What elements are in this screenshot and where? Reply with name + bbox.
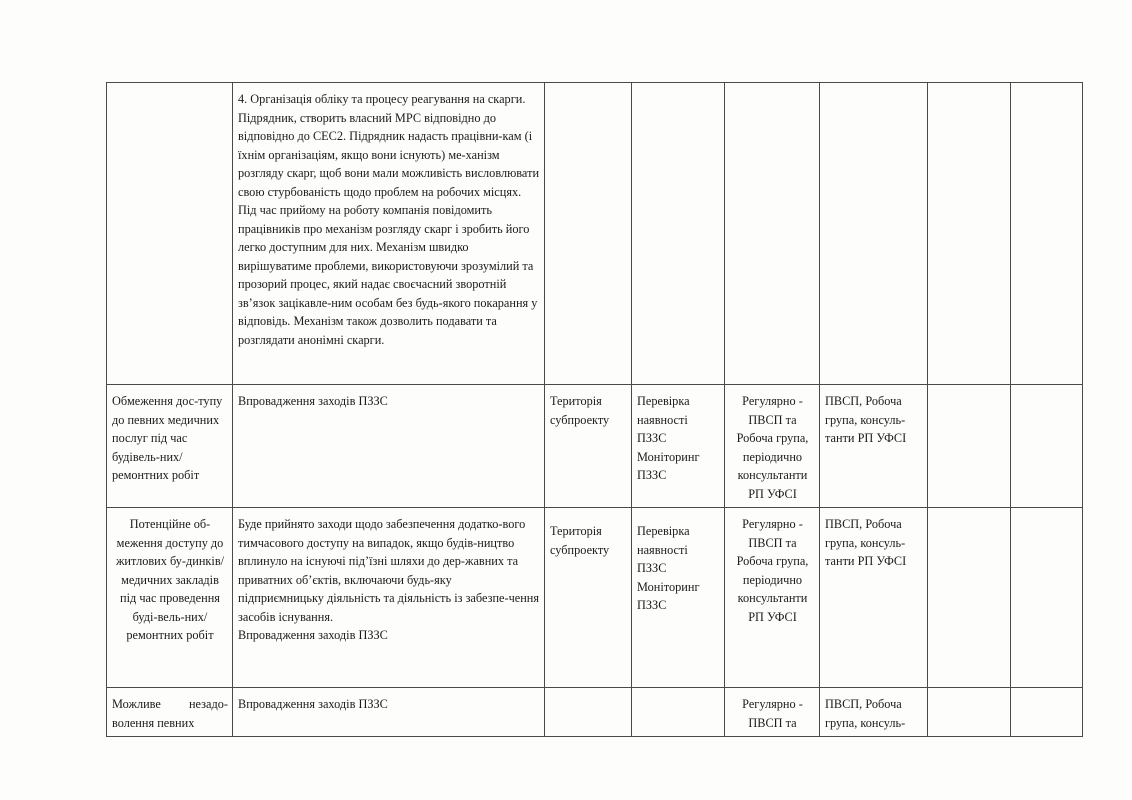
impact-cell: Можливе незадо-волення певних [107,688,233,737]
impact-cell: Обмеження дос-тупу до певних медичних послуг під час будівель-них/ремонтних робіт [107,385,233,508]
monitoring-cell: Перевірка наявності ПЗЗС Моніторинг ПЗЗС [632,508,725,688]
measures-cell: Впровадження заходів ПЗЗС [233,385,545,508]
monitoring-cell [632,688,725,737]
location-cell [545,688,632,737]
responsible-cell: ПВСП, Робоча група, консуль-танти РП УФСІ [820,385,928,508]
table-row [107,385,1083,508]
empty-cell [928,385,1011,508]
empty-cell [1011,688,1083,737]
responsible-cell [820,83,928,385]
table-row [107,83,1083,385]
frequency-cell: Регулярно - ПВСП та Робоча група, періодично консультанти РП УФСІ [725,508,820,688]
frequency-cell: Регулярно - ПВСП та [725,688,820,737]
mitigation-table [106,82,1083,737]
impact-cell: Потенційне об-меження доступу до житлових бу-динків/медичних закладів під час проведення буді-вель-них/ремонтних робіт [107,508,233,688]
frequency-cell: Регулярно - ПВСП та Робоча група, періодично консультанти РП УФСІ [725,385,820,508]
location-cell: Територія субпроекту [545,385,632,508]
monitoring-cell: Перевірка наявності ПЗЗС Моніторинг ПЗЗС [632,385,725,508]
measures-cell: 4. Організація обліку та процесу реагування на скарги. Підрядник, створить власний МРС відповідно до відповідно до СЕС2. Підрядник надасть працівни-кам (і їхнім організаціям, якщо вони існують) ме-ханізм розгляду скарг, щоб вони мали можливість висловлювати свою стурбованість щодо проблем на робочих місцях. Під час прийому на роботу компанія повідомить працівників про механізм розгляду скарг і зробить його легко доступним для них. Механізм швидко вирішуватиме проблеми, використовуючи зрозумілий та прозорий процес, який надає своєчасний зворотній зв’язок зацікавле-ним особам без будь-якого покарання у відповідь. Механізм також дозволить подавати та розглядати анонімні скарги. [233,83,545,385]
empty-cell [928,688,1011,737]
monitoring-cell [632,83,725,385]
table-row [107,688,1083,737]
empty-cell [1011,83,1083,385]
measures-cell: Впровадження заходів ПЗЗС [233,688,545,737]
impact-cell [107,83,233,385]
empty-cell [1011,508,1083,688]
location-cell: Територія субпроекту [545,508,632,688]
location-cell [545,83,632,385]
measures-cell: Буде прийнято заходи щодо забезпечення додатко-вого тимчасового доступу на випадок, якщо будів-ництво вплинуло на існуючі під’їзні шляхи до дер-жавних та приватних об’єктів, включаючи будь-яку підприємницьку діяльність та діяльність із забезпе-чення засобів існування. Впровадження заходів ПЗЗС [233,508,545,688]
table-row [107,508,1083,688]
responsible-cell: ПВСП, Робоча група, консуль-танти РП УФСІ [820,508,928,688]
empty-cell [928,83,1011,385]
empty-cell [1011,385,1083,508]
responsible-cell: ПВСП, Робоча група, консуль- [820,688,928,737]
frequency-cell [725,83,820,385]
empty-cell [928,508,1011,688]
